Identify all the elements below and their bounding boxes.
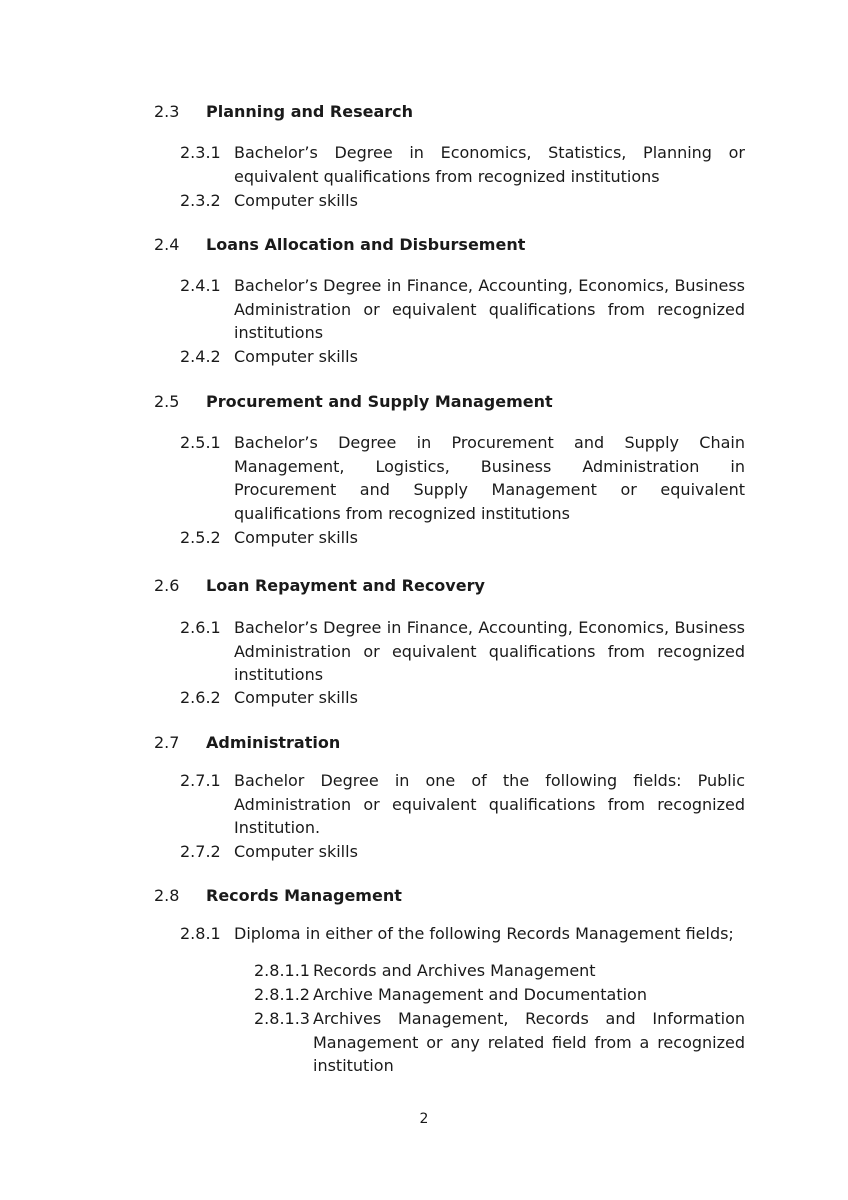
section-number: 2.3: [154, 102, 180, 121]
section-number: 2.4: [154, 235, 180, 254]
subitem-text: Records and Archives Management: [313, 961, 596, 980]
subitem-number: 2.8.1.1: [254, 961, 310, 980]
item-number: 2.5.1: [180, 433, 221, 452]
item-number: 2.6.2: [180, 688, 221, 707]
section-title: Administration: [206, 733, 341, 752]
item-text: Bachelor’s Degree in Economics, Statistics, Planning or equivalent qualifications from recognized institutions: [234, 143, 745, 186]
item-text: Bachelor’s Degree in Finance, Accounting, Economics, Business Administration or equivalent qualifications from recognized institutions: [234, 618, 745, 685]
item-number: 2.6.1: [180, 618, 221, 637]
item-text: Computer skills: [234, 688, 358, 707]
section-title: Planning and Research: [206, 102, 414, 121]
section-number: 2.7: [154, 733, 180, 752]
item-number: 2.3.1: [180, 143, 221, 162]
item-number: 2.5.2: [180, 528, 221, 547]
item-text: Bachelor Degree in one of the following fields: Public Administration or equivalent qualifications from recognized Institution.: [234, 771, 745, 838]
subitem-text: Archive Management and Documentation: [313, 985, 647, 1004]
section-title: Loan Repayment and Recovery: [206, 576, 485, 595]
subitem-number: 2.8.1.3: [254, 1009, 310, 1028]
item-text: Computer skills: [234, 191, 358, 210]
item-text: Bachelor’s Degree in Procurement and Supply Chain Management, Logistics, Business Administration in Procurement and Supply Management or equivalent qualifications from recognized institutions: [234, 433, 745, 523]
section-number: 2.8: [154, 886, 180, 905]
section-number: 2.6: [154, 576, 180, 595]
item-number: 2.7.2: [180, 842, 221, 861]
item-number: 2.3.2: [180, 191, 221, 210]
section-number: 2.5: [154, 392, 180, 411]
item-number: 2.8.1: [180, 924, 221, 943]
item-number: 2.4.1: [180, 276, 221, 295]
subitem-text: Archives Management, Records and Information Management or any related field from a recognized institution: [313, 1009, 745, 1076]
page-number: 2: [419, 1111, 429, 1127]
section-title: Loans Allocation and Disbursement: [206, 235, 526, 254]
item-text: Bachelor’s Degree in Finance, Accounting, Economics, Business Administration or equivalent qualifications from recognized institutions: [234, 276, 745, 343]
section-title: Records Management: [206, 886, 402, 905]
item-number: 2.4.2: [180, 347, 221, 366]
item-text: Computer skills: [234, 347, 358, 366]
item-number: 2.7.1: [180, 771, 221, 790]
item-text: Computer skills: [234, 842, 358, 861]
item-text: Diploma in either of the following Records Management fields;: [234, 924, 734, 943]
subitem-number: 2.8.1.2: [254, 985, 310, 1004]
item-text: Computer skills: [234, 528, 358, 547]
section-title: Procurement and Supply Management: [206, 392, 553, 411]
